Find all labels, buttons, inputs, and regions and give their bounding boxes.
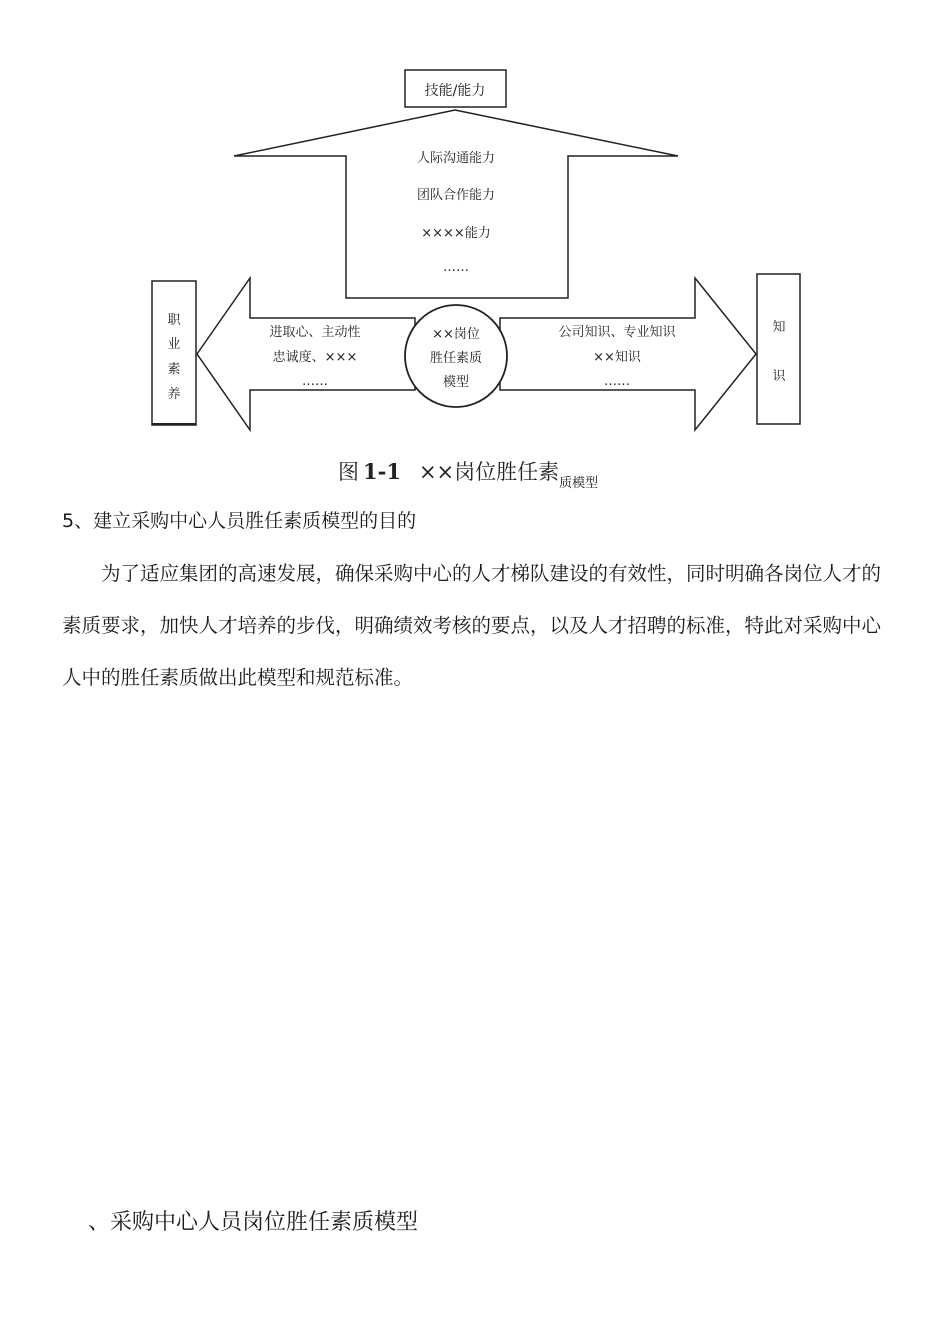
up-arrow-line-2: 团队合作能力 xyxy=(416,188,496,203)
center-line-3: 模型 xyxy=(442,375,470,390)
caption-number: 1-1 xyxy=(363,459,401,484)
center-line-2: 胜任素质 xyxy=(429,351,483,366)
left-box-char-2: 业 xyxy=(167,337,181,352)
figure-caption xyxy=(338,456,598,491)
right-arrow-line-3: …… xyxy=(604,374,630,389)
up-arrow-line-4: …… xyxy=(443,260,469,275)
left-arrow-line-2: 忠诚度、××× xyxy=(272,350,358,365)
section-5-heading: 5、建立采购中心人员胜任素质模型的目的 xyxy=(62,510,417,532)
center-line-1: ××岗位 xyxy=(432,327,480,342)
caption-small-text: 质模型 xyxy=(559,476,599,491)
caption-text: ××岗位胜任素 xyxy=(418,460,560,484)
professionalism-box xyxy=(152,281,196,425)
section-5-body xyxy=(62,548,892,704)
left-arrow-line-1: 进取心、主动性 xyxy=(269,325,361,340)
skills-box-label: 技能/能力 xyxy=(424,83,486,99)
left-box-char-3: 素 xyxy=(167,362,181,377)
right-arrow-line-1: 公司知识、专业知识 xyxy=(558,325,676,340)
knowledge-box xyxy=(757,274,800,424)
left-box-char-1: 职 xyxy=(167,313,181,328)
up-arrow-line-3: ××××能力 xyxy=(421,226,491,241)
competency-model-diagram xyxy=(0,0,950,440)
left-box-char-4: 养 xyxy=(167,387,181,402)
caption-prefix: 图 xyxy=(338,460,359,484)
section-5-paragraph: 为了适应集团的高速发展，确保采购中心的人才梯队建设的有效性，同时明确各岗位人才的素质要求，加快人才培养的步伐，明确绩效考核的要点，以及人才招聘的标准，特此对采购中心人中的胜任素质做出此模型和规范标准。 xyxy=(62,562,882,689)
right-box-char-1: 知 xyxy=(772,320,786,335)
left-arrow-line-3: …… xyxy=(302,374,328,389)
right-arrow-line-2: ××知识 xyxy=(593,350,641,365)
section-6-heading: 、采购中心人员岗位胜任素质模型 xyxy=(88,1210,419,1235)
right-box-char-2: 识 xyxy=(772,369,786,384)
up-arrow-line-1: 人际沟通能力 xyxy=(416,151,496,166)
